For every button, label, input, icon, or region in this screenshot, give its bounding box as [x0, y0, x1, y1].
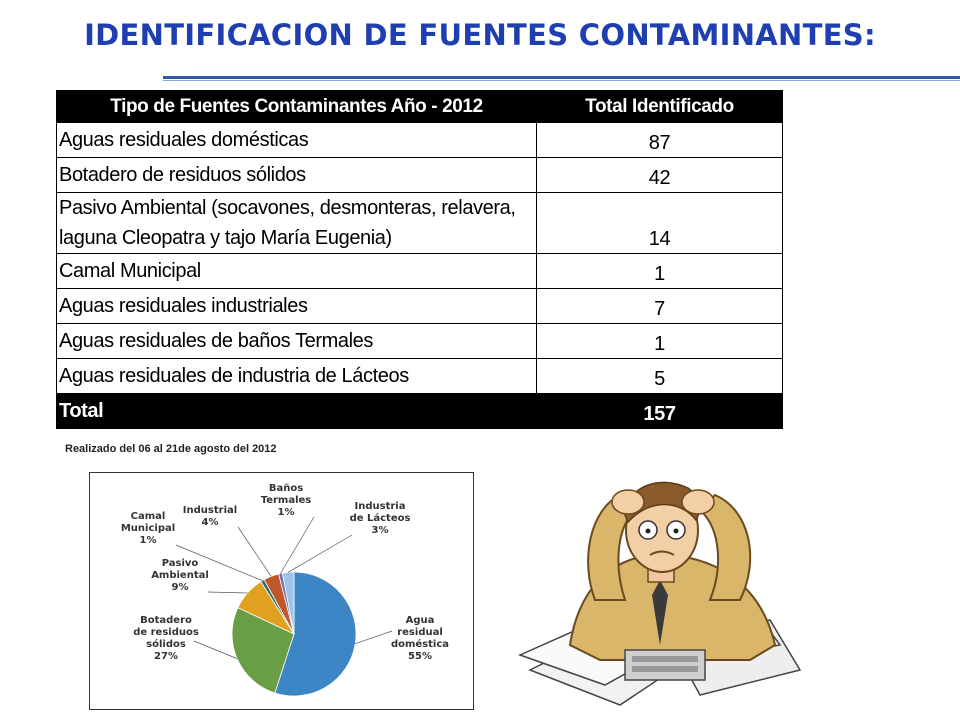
pie-slice-label: Baños Termales 1%: [260, 483, 312, 518]
pie-slice-label: Pasivo Ambiental 9%: [151, 558, 209, 593]
table-total-row: [57, 394, 783, 429]
pie-slice-label: Industrial 4%: [182, 505, 238, 528]
survey-date-note: Realizado del 06 al 21de agosto del 2012: [65, 443, 277, 455]
pie-leader-line: [355, 631, 392, 644]
header-source-type: Tipo de Fuentes Contaminantes Año - 2012: [57, 91, 537, 123]
pie-leader-line: [288, 535, 352, 572]
total-value: 157: [537, 394, 783, 429]
row-name: Aguas residuales de industria de Lácteos: [57, 359, 537, 394]
pie-leader-line: [208, 592, 247, 593]
pie-leader-line: [280, 517, 314, 573]
table-row: [57, 123, 783, 158]
table-row: [57, 324, 783, 359]
page-title: IDENTIFICACION DE FUENTES CONTAMINANTES:: [84, 18, 876, 52]
pie-chart: [90, 473, 473, 709]
table-row: [57, 254, 783, 289]
pie-leader-line: [238, 527, 271, 576]
row-name: Aguas residuales domésticas: [57, 123, 537, 158]
table-row: [57, 158, 783, 193]
row-total: 5: [537, 359, 783, 394]
row-total: 7: [537, 289, 783, 324]
table-header-row: [57, 91, 783, 123]
row-name: Aguas residuales de baños Termales: [57, 324, 537, 359]
row-name: Botadero de residuos sólidos: [57, 158, 537, 193]
pie-slice-label: Industria de Lácteos 3%: [349, 501, 411, 536]
row-total: 1: [537, 254, 783, 289]
title-underline: [163, 76, 960, 79]
table-row: [57, 193, 783, 254]
row-total: 42: [537, 158, 783, 193]
pie-leader-line: [194, 641, 237, 659]
header-total: Total Identificado: [537, 91, 783, 123]
row-total: 87: [537, 123, 783, 158]
pie-slice-label: Botadero de residuos sólidos 27%: [133, 615, 199, 662]
pie-slice-label: Agua residual doméstica 55%: [390, 615, 450, 662]
row-name: Pasivo Ambiental (socavones, desmonteras, relavera, laguna Cleopatra y tajo María Eugenia): [57, 193, 537, 254]
stressed-man-icon: [510, 470, 810, 710]
row-total: 14: [537, 193, 783, 254]
table-row: [57, 289, 783, 324]
row-name: Camal Municipal: [57, 254, 537, 289]
table-row: [57, 359, 783, 394]
pollution-sources-table: [56, 90, 783, 429]
title-underline-shadow: [163, 80, 960, 81]
pie-chart-panel: [89, 472, 474, 710]
row-name: Aguas residuales industriales: [57, 289, 537, 324]
pie-slice-label: Camal Municipal 1%: [120, 511, 176, 546]
total-label: Total: [57, 394, 537, 429]
row-total: 1: [537, 324, 783, 359]
